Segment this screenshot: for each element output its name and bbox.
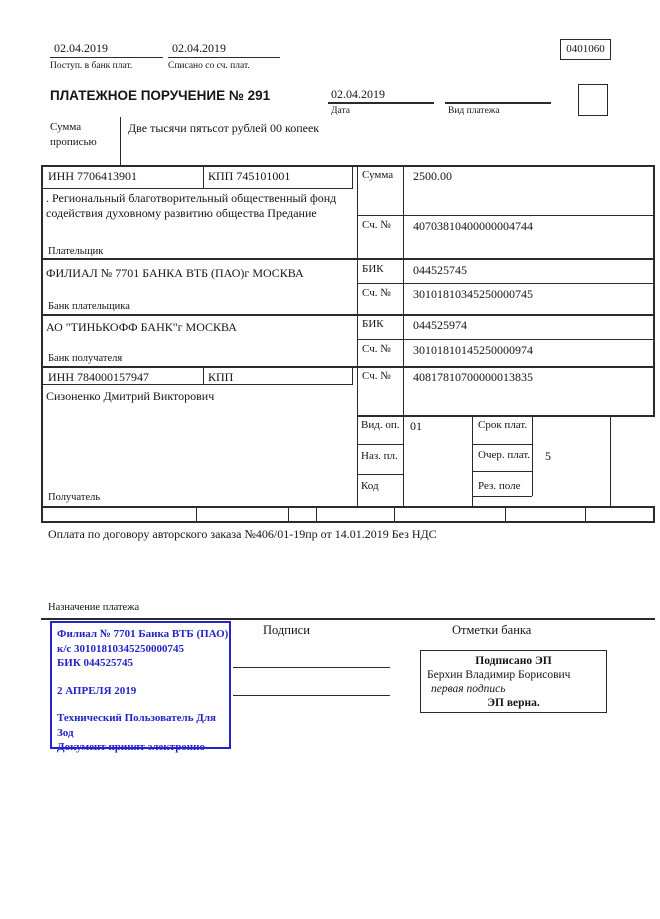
table-left-border — [41, 165, 43, 522]
beneficiary-bank-name: АО "ТИНЬКОФФ БАНК"г МОСКВА — [46, 320, 237, 334]
payer-bank-name: ФИЛИАЛ № 7701 БАНКА ВТБ (ПАО)г МОСКВА — [46, 266, 304, 280]
thin-row-bottom — [41, 521, 655, 523]
debited-date: 02.04.2019 — [172, 41, 226, 55]
thin-row-div-2 — [288, 506, 289, 521]
esign-box — [420, 650, 607, 713]
amount-words-value: Две тысячи пятьсот рублей 00 копеек — [128, 121, 320, 135]
amount-words-divider — [120, 117, 121, 165]
beneficiary-inn-kpp-divider — [203, 366, 204, 384]
stamp-line-date: 2 АПРЕЛЯ 2019 — [57, 684, 137, 697]
beneficiary-kpp-right-border — [352, 366, 353, 384]
stamp-line-bik: БИК 044525745 — [57, 657, 134, 669]
payment-type-underline — [445, 102, 551, 104]
label-col-right-line — [403, 165, 404, 506]
payer-bank-section-bottom — [41, 314, 655, 316]
order-value: 5 — [545, 449, 551, 463]
purpose-field-box-bottom — [357, 474, 403, 475]
amount-words-label-1: Сумма — [50, 121, 82, 133]
doc-title: ПЛАТЕЖНОЕ ПОРУЧЕНИЕ № 291 — [50, 88, 271, 103]
doc-date: 02.04.2019 — [331, 87, 385, 101]
beneficiary-account: 40817810700000013835 — [413, 370, 533, 384]
payer-bank-account: 30101810345250000745 — [413, 287, 533, 301]
payer-kpp: КПП 745101001 — [208, 169, 291, 183]
op-type-value: 01 — [410, 419, 422, 433]
payer-bank-section-label: Банк плательщика — [48, 301, 130, 312]
beneficiary-name: Сизоненко Дмитрий Викторович — [46, 389, 215, 403]
esign-verified: ЭП верна. — [487, 697, 540, 709]
table-top-border — [41, 165, 655, 167]
payer-bank-bik-label: БИК — [362, 263, 384, 275]
form-code: 0401060 — [566, 43, 605, 55]
payer-section-label: Плательщик — [48, 246, 104, 257]
payer-inn: ИНН 7706413901 — [48, 169, 137, 183]
stamp-line-user-1: Технический Пользователь Для — [57, 712, 216, 724]
payer-account-label: Сч. № — [362, 219, 391, 231]
payer-bank-account-label: Сч. № — [362, 287, 391, 299]
beneficiary-inn-row-bottom — [41, 384, 353, 385]
thin-row-div-3 — [316, 506, 317, 521]
stamp-line-bank: Филиал № 7701 Банка ВТБ (ПАО) — [57, 628, 229, 640]
table-right-border — [653, 165, 655, 415]
stamp-line-accepted: Документ принят электронно — [57, 741, 205, 753]
sum-label: Сумма — [362, 169, 394, 181]
payment-type-label: Вид платежа — [448, 106, 500, 116]
beneficiary-section-label: Получатель — [48, 492, 101, 503]
amount-words-label-2: прописью — [50, 136, 97, 148]
stamp-line-corr-account: к/с 30101810345250000745 — [57, 642, 185, 655]
term-box-bottom — [472, 444, 532, 445]
payer-name: . Региональный благотворительный общественный фонд содействия духовному развитию общества Предание — [46, 191, 337, 220]
purpose-text: Оплата по договору авторского заказа №406/01-19пр от 14.01.2019 Без НДС — [48, 527, 437, 541]
payer-bank-bik: 044525745 — [413, 263, 467, 277]
beneficiary-bank-account: 30101810145250000974 — [413, 343, 533, 357]
stamp-line-user-2: Зод — [57, 726, 74, 739]
beneficiary-bank-account-label: Сч. № — [362, 343, 391, 355]
stamp-spacer — [57, 698, 229, 711]
signature-line-2 — [233, 695, 390, 696]
signature-line-1 — [233, 667, 390, 668]
beneficiary-bank-bik-label: БИК — [362, 318, 384, 330]
beneficiary-bank-section-bottom — [41, 366, 655, 368]
signatures-heading: Подписи — [263, 623, 310, 637]
purpose-section-label: Назначение платежа — [48, 602, 140, 613]
inn-kpp-divider — [203, 165, 204, 188]
sum-value: 2500.00 — [413, 169, 452, 183]
opgrid-line-2 — [532, 415, 533, 496]
received-date: 02.04.2019 — [54, 41, 108, 55]
debited-date-label: Списано со сч. плат. — [168, 61, 250, 71]
bank-stamp-box — [50, 621, 231, 753]
purpose-field-label: Наз. пл. — [361, 450, 398, 462]
doc-date-label: Дата — [331, 106, 350, 116]
received-date-label: Поступ. в банк плат. — [50, 61, 133, 71]
doc-date-underline — [328, 102, 434, 104]
beneficiary-bank-bik: 044525974 — [413, 318, 467, 332]
opgrid-line-1 — [472, 415, 473, 506]
beneficiary-kpp-label: КПП — [208, 370, 234, 384]
term-label: Срок плат. — [478, 419, 528, 431]
order-box-bottom — [472, 471, 532, 472]
table-right-border-bottom — [653, 506, 655, 522]
payer-section-bottom — [41, 258, 655, 260]
thin-row-div-4 — [394, 506, 395, 521]
footer-top-line — [41, 618, 655, 620]
received-date-underline — [50, 57, 163, 58]
thin-row-div-1 — [196, 506, 197, 521]
optype-box-bottom — [357, 444, 403, 445]
debited-date-underline — [168, 57, 280, 58]
stamp-spacer — [57, 671, 229, 684]
esign-title: Подписано ЭП — [475, 655, 552, 667]
code-label: Код — [361, 480, 379, 492]
payer-bank-bik-account-divider — [357, 283, 655, 284]
beneficiary-inn: ИНН 784000157947 — [48, 370, 149, 384]
sum-account-divider — [357, 215, 655, 216]
beneficiary-account-label: Сч. № — [362, 370, 391, 382]
thin-row-div-6 — [585, 506, 586, 521]
reserve-box-bottom — [472, 496, 532, 497]
beneficiary-bank-section-label: Банк получателя — [48, 353, 123, 364]
bank-marks-heading: Отметки банка — [452, 623, 532, 637]
reserve-label: Рез. поле — [478, 480, 521, 492]
esign-subtitle: первая подпись — [431, 683, 506, 695]
op-type-label: Вид. оп. — [361, 419, 400, 431]
payer-account: 40703810400000004744 — [413, 219, 533, 233]
form-code-box — [560, 39, 611, 60]
thin-row-div-5 — [505, 506, 506, 521]
opgrid-line-3 — [610, 415, 611, 506]
thin-row-top — [41, 506, 655, 508]
esign-name: Берхин Владимир Борисович — [427, 669, 571, 681]
payment-type-box — [578, 84, 608, 116]
kpp-right-border — [352, 165, 353, 188]
inn-row-bottom — [41, 188, 353, 189]
beneficiary-bank-bik-account-divider — [357, 339, 655, 340]
order-label: Очер. плат. — [478, 449, 531, 461]
